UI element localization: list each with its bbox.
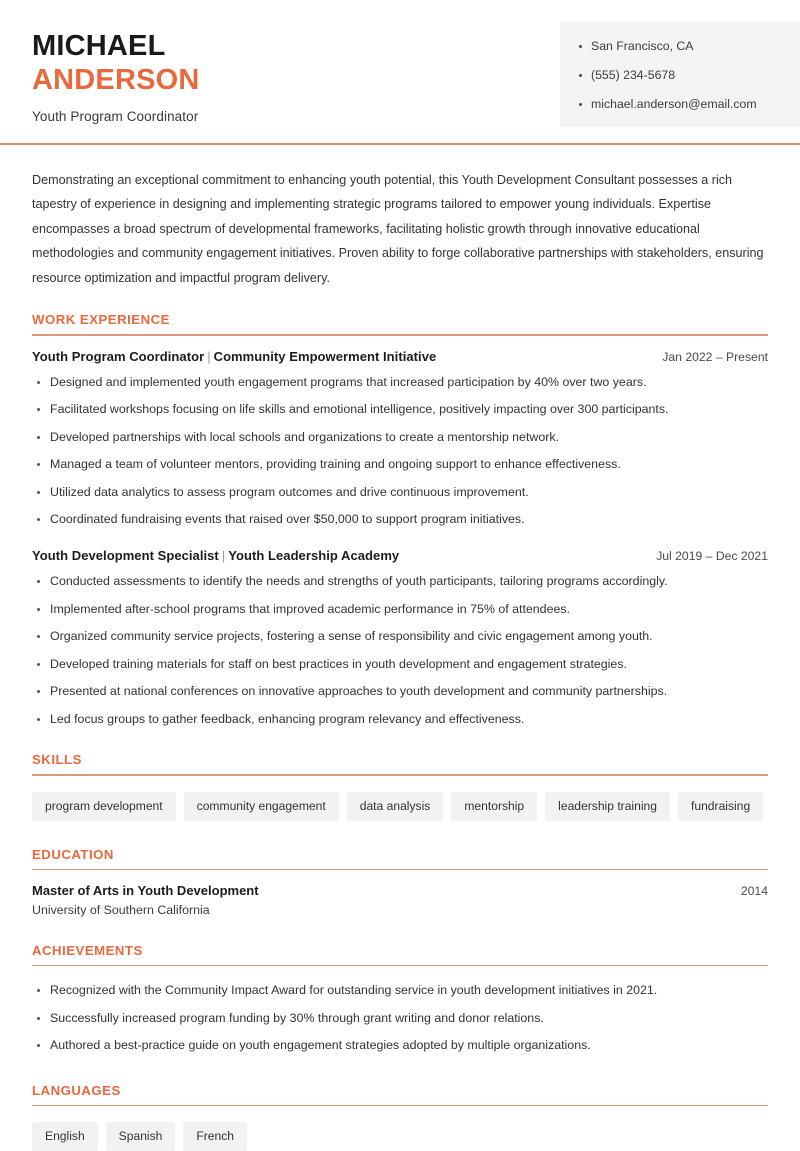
section-title-achievements: ACHIEVEMENTS [32,942,143,958]
bullet-item: Organized community service projects, fostering a sense of responsibility and civic engagement among youth. [32,628,768,646]
contact-location: San Francisco, CA [576,39,786,54]
skill-pill: fundraising [678,792,763,821]
title-separator: | [221,548,226,564]
education-entry-head [32,883,768,898]
section-divider [32,1105,768,1106]
work-entry [32,548,768,728]
header-divider [0,143,800,145]
section-education [32,847,768,917]
header-job-title: Youth Program Coordinator [32,108,199,124]
bullet-item: Successfully increased program funding by 30% through grant writing and donor relations. [32,1010,768,1028]
title-separator: | [207,348,211,364]
education-degree: Master of Arts in Youth Development [32,882,259,898]
section-work-experience [32,312,768,728]
contact-phone: (555) 234-5678 [576,68,786,83]
education-school: University of Southern California [32,902,210,917]
skill-pill: data analysis [347,792,444,821]
bullet-item: Authored a best-practice guide on youth engagement strategies adopted by multiple organizations. [32,1037,768,1055]
achievements-list [32,979,768,1055]
work-entry-title [32,548,399,563]
bullet-item: Facilitated workshops focusing on life skills and emotional intelligence, positively impacting over 300 participants. [32,401,768,419]
work-entry [32,349,768,529]
work-entry-date: Jul 2019 – Dec 2021 [656,549,768,564]
work-entry-date: Jan 2022 – Present [662,349,768,364]
professional-summary: Demonstrating an exceptional commitment to enhancing youth potential, this Youth Development Consultant possesses a rich tapestry of experience in designing and implementing strategic programs tailored to empower young individuals. Expertise encompasses a broad spectrum of developmental frameworks, facilitating holistic growth through innovative educational methodologies and community engagement initiatives. Proven ability to forge collaborative partnerships with stakeholders, ensuring resource optimization and impactful program delivery. [32,172,764,285]
bullet-item: Presented at national conferences on innovative approaches to youth development and community partnerships. [32,683,768,701]
bullet-item: Developed training materials for staff on best practices in youth development and engagement strategies. [32,656,768,674]
languages-pill-list [32,1119,768,1151]
section-divider [32,869,768,870]
work-entry-organization: Community Empowerment Initiative [213,348,437,364]
section-title-education: EDUCATION [32,846,114,862]
education-year: 2014 [740,883,768,898]
section-title-work-experience: WORK EXPERIENCE [32,312,170,328]
bullet-item: Recognized with the Community Impact Award for outstanding service in youth development initiatives in 2021. [32,982,768,1000]
education-entry [32,883,768,917]
identity-block [0,22,200,124]
bullet-item: Coordinated fundraising events that raised over $50,000 to support program initiatives. [32,511,768,529]
skills-pill-list [32,789,768,821]
bullet-item: Developed partnerships with local schools and organizations to create a mentorship network. [32,429,768,447]
language-pill: Spanish [106,1122,176,1151]
work-entry-head [32,548,768,563]
section-title-languages: LANGUAGES [32,1083,121,1099]
work-entry-role: Youth Development Specialist [32,548,219,564]
skill-pill: program development [32,792,176,821]
section-title-skills: SKILLS [32,752,82,768]
skill-pill: mentorship [451,792,537,821]
language-pill: French [183,1122,247,1151]
skill-pill: community engagement [184,792,339,821]
contact-list [576,39,786,111]
section-achievements [32,943,768,1055]
section-skills [32,752,768,820]
section-divider [32,965,768,966]
last-name: ANDERSON [32,63,200,96]
work-entry-bullets [32,573,768,728]
resume-header [0,0,800,127]
work-entry-title [32,349,436,364]
work-entry-role: Youth Program Coordinator [32,348,205,364]
section-divider [32,334,768,335]
work-entry-bullets [32,374,768,529]
language-pill: English [32,1122,98,1151]
section-divider [32,774,768,775]
bullet-item: Utilized data analytics to assess program outcomes and drive continuous improvement. [32,484,768,502]
bullet-item: Implemented after-school programs that improved academic performance in 75% of attendees. [32,601,768,619]
contact-email: michael.anderson@email.com [576,97,786,112]
first-name: MICHAEL [32,30,166,62]
section-languages [32,1083,768,1151]
bullet-item: Managed a team of volunteer mentors, providing training and ongoing support to enhance effectiveness. [32,456,768,474]
bullet-item: Led focus groups to gather feedback, enhancing program relevancy and effectiveness. [32,711,768,729]
skill-pill: leadership training [545,792,670,821]
work-entry-organization: Youth Leadership Academy [228,548,400,564]
bullet-item: Designed and implemented youth engagement programs that increased participation by 40% over two years. [32,374,768,392]
bullet-item: Conducted assessments to identify the needs and strengths of youth participants, tailoring programs accordingly. [32,573,768,591]
contact-box [560,22,800,127]
work-entry-head [32,349,768,364]
resume-content [0,168,800,1151]
